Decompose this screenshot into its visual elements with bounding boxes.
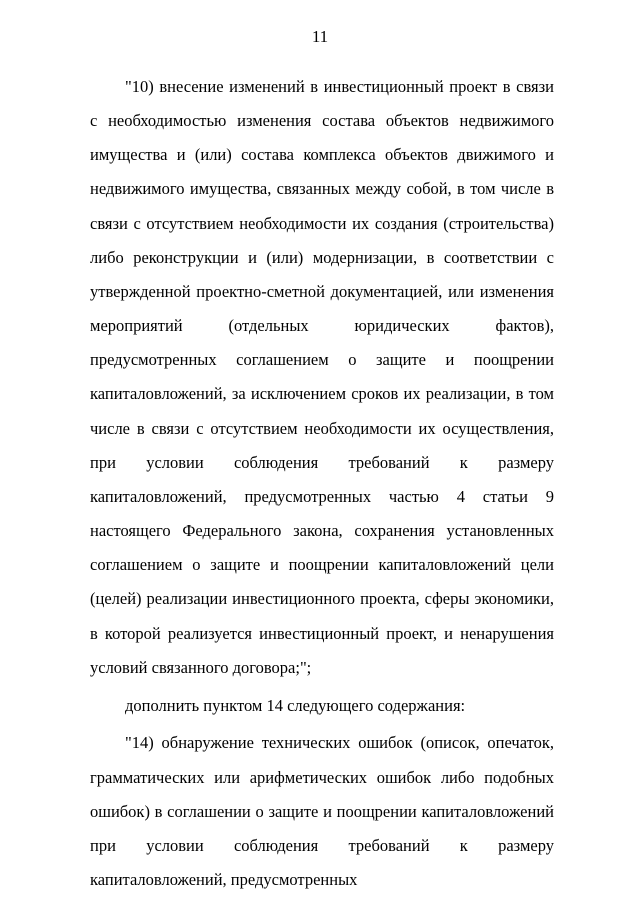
paragraph-amendment-instruction: дополнить пунктом 14 следующего содержания: [125,695,466,715]
paragraph-item-14: "14) обнаружение технических ошибок (описок, опечаток, грамматических или арифметических ошибок либо подобных ошибок) в соглашении о защите и поощрении капиталовложений при условии соблюдения требований к размеру капиталовложений, предусмотренных [90,733,554,889]
page-number: 11 [311,27,329,46]
document-body [90,70,554,901]
paragraph-item-10: "10) внесение изменений в инвестиционный проект в связи с необходимостью изменения состава объектов недвижимого имущества и (или) состава комплекса объектов движимого и недвижимого имущества, связанных между собой, в том числе в связи с отсутствием необходимости их создания (строительства) либо реконструкции и (или) модернизации, в соответствии с утвержденной проектно-сметной документацией, или изменения мероприятий (отдельных юридических фактов), предусмотренных соглашением о защите и поощрении капиталовложений, за исключением сроков их реализации, в том числе в связи с отсутствием необходимости их осуществления, при условии соблюдения требований к размеру капиталовложений, предусмотренных частью 4 статьи 9 настоящего Федерального закона, сохранения установленных соглашением о защите и поощрении капиталовложений цели (целей) реализации инвестиционного проекта, сферы экономики, в которой реализуется инвестиционный проект, и ненарушения условий связанного договора;"; [90,77,554,677]
